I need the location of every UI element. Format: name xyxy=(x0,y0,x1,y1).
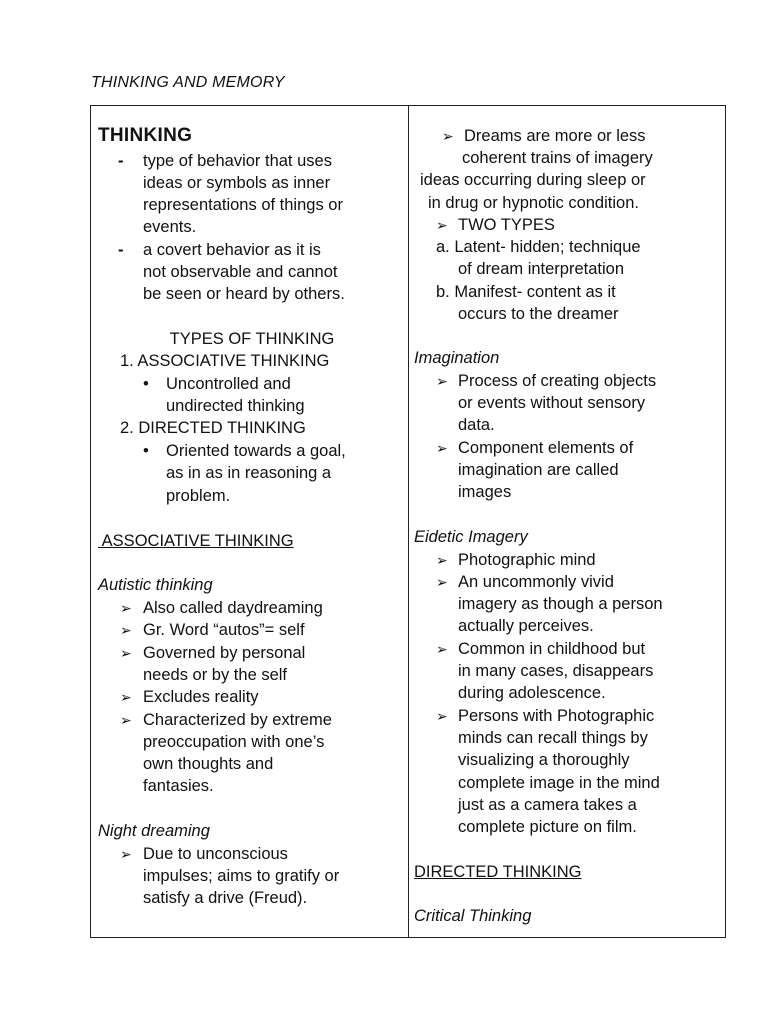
eidetic-point: in many cases, disappears xyxy=(458,662,654,680)
autistic-point: Characterized by extreme xyxy=(143,711,332,729)
dreams-line: coherent trains of imagery xyxy=(462,149,653,167)
types-item-2: 2. DIRECTED THINKING xyxy=(120,419,306,437)
arrow-marker: ➢ xyxy=(436,373,448,389)
types-item-1: 1. ASSOCIATIVE THINKING xyxy=(120,352,330,370)
dash-marker: - xyxy=(118,152,124,170)
types-heading: TYPES OF THINKING xyxy=(169,330,335,348)
bullet-marker: • xyxy=(143,375,149,393)
thinking-heading: THINKING xyxy=(98,125,193,146)
directed-heading: DIRECTED THINKING xyxy=(414,863,582,881)
two-types-label: TWO TYPES xyxy=(458,216,555,234)
autistic-point: own thoughts and xyxy=(143,755,274,773)
dash-marker: - xyxy=(118,241,124,259)
column-divider xyxy=(408,106,409,937)
autistic-point: Governed by personal xyxy=(143,644,306,662)
bullet-marker: • xyxy=(143,442,149,460)
critical-thinking-heading: Critical Thinking xyxy=(414,907,532,925)
arrow-marker: ➢ xyxy=(436,708,448,724)
eidetic-point: imagery as though a person xyxy=(458,595,663,613)
thinking-def1-line: representations of things or xyxy=(143,196,343,214)
imagination-point: images xyxy=(458,483,512,501)
eidetic-point: Photographic mind xyxy=(458,551,596,569)
types-item-2-line: problem. xyxy=(166,487,231,505)
arrow-marker: ➢ xyxy=(120,712,132,728)
thinking-def1-line: type of behavior that uses xyxy=(143,152,332,170)
arrow-marker: ➢ xyxy=(436,217,448,233)
dreams-line: Dreams are more or less xyxy=(464,127,646,145)
eidetic-point: just as a camera takes a xyxy=(458,796,637,814)
arrow-marker: ➢ xyxy=(436,641,448,657)
arrow-marker: ➢ xyxy=(120,600,132,616)
autistic-point: Also called daydreaming xyxy=(143,599,323,617)
thinking-def2-line: a covert behavior as it is xyxy=(143,241,321,259)
dream-type-latent: a. Latent- hidden; technique xyxy=(436,238,641,256)
arrow-marker: ➢ xyxy=(442,128,454,144)
arrow-marker: ➢ xyxy=(120,689,132,705)
night-dreaming-point: Due to unconscious xyxy=(143,845,288,863)
eidetic-heading: Eidetic Imagery xyxy=(414,528,528,546)
arrow-marker: ➢ xyxy=(120,846,132,862)
imagination-point: Process of creating objects xyxy=(458,372,657,390)
imagination-point: data. xyxy=(458,416,495,434)
autistic-point: needs or by the self xyxy=(143,666,288,684)
types-item-1-line: undirected thinking xyxy=(166,397,305,415)
thinking-def2-line: be seen or heard by others. xyxy=(143,285,345,303)
thinking-def1-line: ideas or symbols as inner xyxy=(143,174,331,192)
eidetic-point: complete image in the mind xyxy=(458,774,660,792)
arrow-marker: ➢ xyxy=(436,574,448,590)
eidetic-point: Persons with Photographic xyxy=(458,707,655,725)
eidetic-point: Common in childhood but xyxy=(458,640,646,658)
arrow-marker: ➢ xyxy=(436,440,448,456)
night-dreaming-heading: Night dreaming xyxy=(98,822,210,840)
autistic-point: preoccupation with one’s xyxy=(143,733,325,751)
night-dreaming-point: impulses; aims to gratify or xyxy=(143,867,340,885)
dream-type-latent: of dream interpretation xyxy=(458,260,625,278)
eidetic-point: visualizing a thoroughly xyxy=(458,751,630,769)
eidetic-point: during adolescence. xyxy=(458,684,606,702)
autistic-point: Excludes reality xyxy=(143,688,259,706)
arrow-marker: ➢ xyxy=(436,552,448,568)
eidetic-point: complete picture on film. xyxy=(458,818,637,836)
thinking-def2-line: not observable and cannot xyxy=(143,263,338,281)
types-item-1-line: Uncontrolled and xyxy=(166,375,291,393)
arrow-marker: ➢ xyxy=(120,645,132,661)
dreams-line: in drug or hypnotic condition. xyxy=(428,194,639,212)
dream-type-manifest: b. Manifest- content as it xyxy=(436,283,616,301)
autistic-point: fantasies. xyxy=(143,777,214,795)
dreams-line: ideas occurring during sleep or xyxy=(420,171,646,189)
associative-heading: ASSOCIATIVE THINKING xyxy=(98,532,294,550)
imagination-point: Component elements of xyxy=(458,439,634,457)
types-item-2-line: Oriented towards a goal, xyxy=(166,442,346,460)
notes-table xyxy=(90,105,726,938)
eidetic-point: An uncommonly vivid xyxy=(458,573,614,591)
thinking-def1-line: events. xyxy=(143,218,197,236)
night-dreaming-point: satisfy a drive (Freud). xyxy=(143,889,308,907)
page-title: THINKING AND MEMORY xyxy=(91,74,285,91)
autistic-heading: Autistic thinking xyxy=(98,576,213,594)
imagination-point: imagination are called xyxy=(458,461,619,479)
imagination-heading: Imagination xyxy=(414,349,500,367)
imagination-point: or events without sensory xyxy=(458,394,646,412)
eidetic-point: actually perceives. xyxy=(458,617,594,635)
types-item-2-line: as in as in reasoning a xyxy=(166,464,332,482)
eidetic-point: minds can recall things by xyxy=(458,729,648,747)
arrow-marker: ➢ xyxy=(120,622,132,638)
dream-type-manifest: occurs to the dreamer xyxy=(458,305,619,323)
autistic-point: Gr. Word “autos”= self xyxy=(143,621,305,639)
